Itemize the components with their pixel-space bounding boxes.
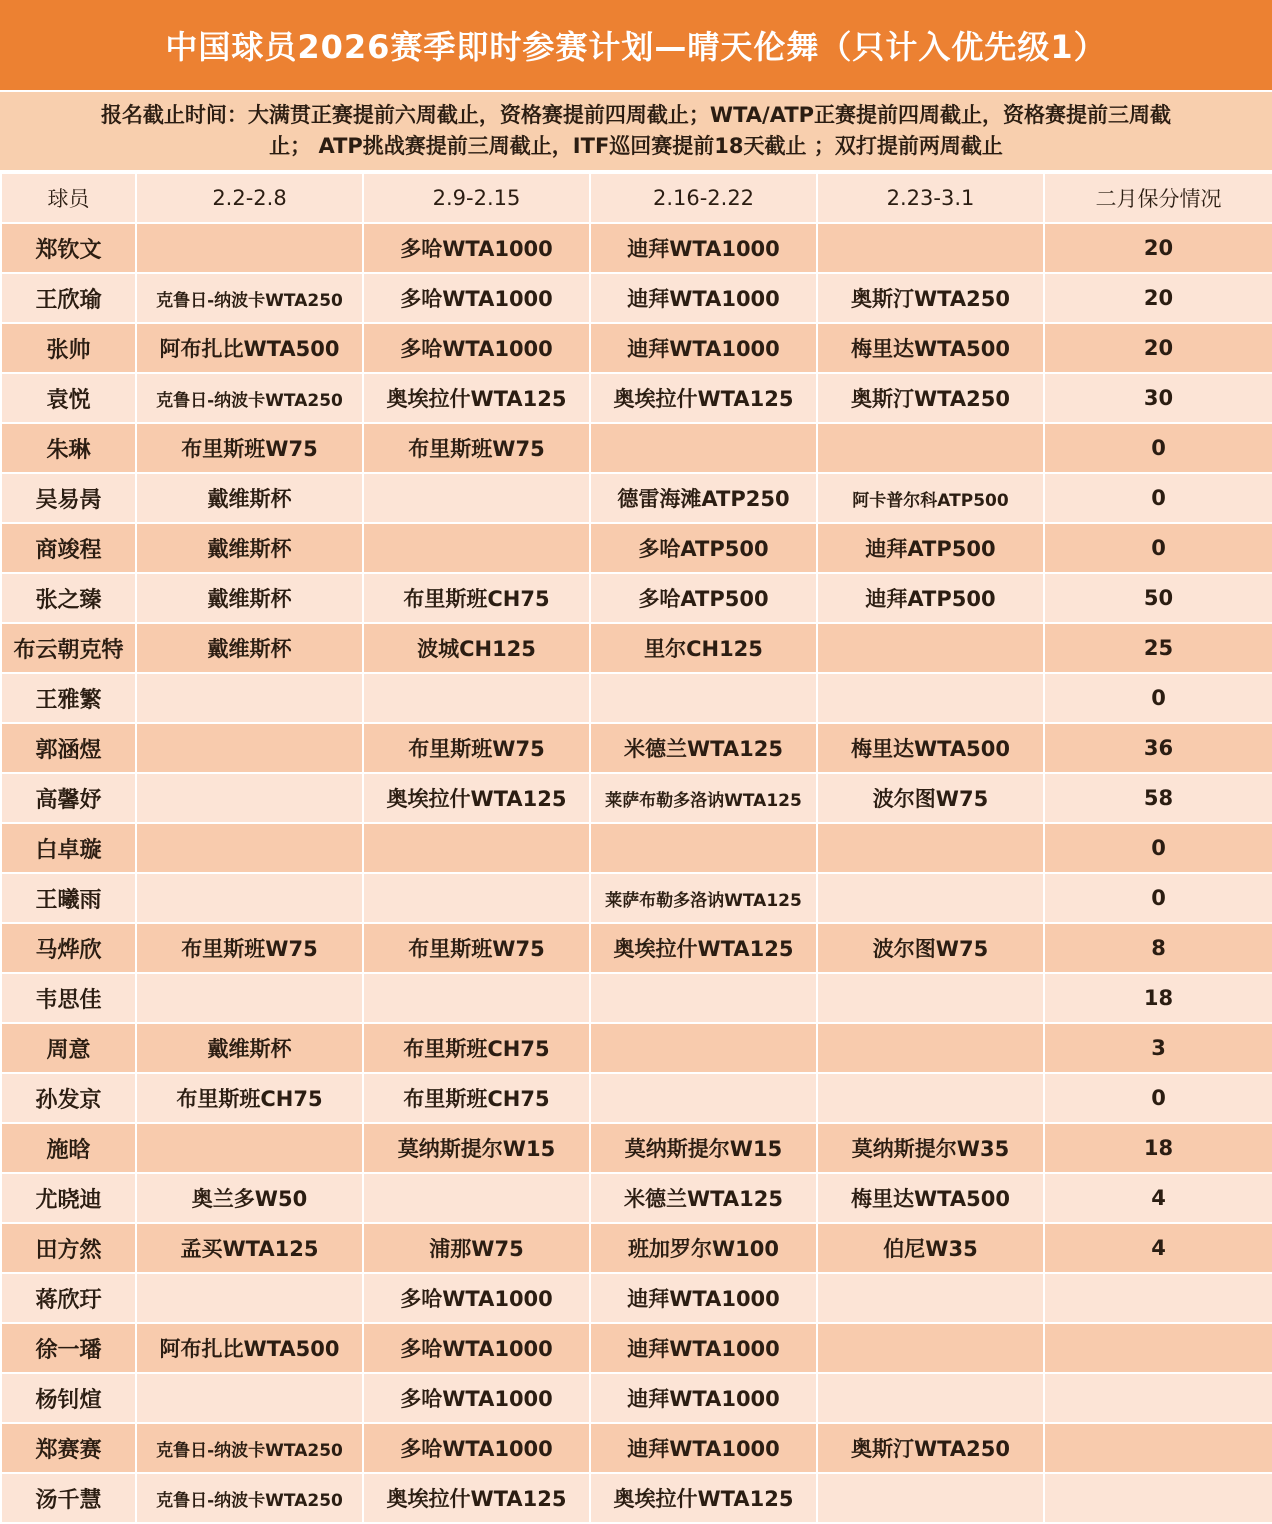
week-3-event: 米德兰WTA125 bbox=[590, 1173, 817, 1223]
table-row bbox=[1, 323, 1272, 373]
week-3-event: 迪拜WTA1000 bbox=[590, 1323, 817, 1373]
player-name: 袁悦 bbox=[1, 373, 136, 423]
table-row bbox=[1, 1323, 1272, 1373]
week-3-event: 莱萨布勒多洛讷WTA125 bbox=[590, 773, 817, 823]
week-1-event: 阿布扎比WTA500 bbox=[136, 323, 363, 373]
week-2-event bbox=[363, 873, 590, 923]
week-4-event: 梅里达WTA500 bbox=[817, 723, 1044, 773]
week-4-event: 奥斯汀WTA250 bbox=[817, 373, 1044, 423]
sheet-title: 中国球员2026赛季即时参赛计划—晴天伦舞（只计入优先级1） bbox=[0, 0, 1272, 92]
week-1-event bbox=[136, 1373, 363, 1423]
header-row bbox=[1, 173, 1272, 223]
week-1-event bbox=[136, 223, 363, 273]
week-4-event bbox=[817, 1073, 1044, 1123]
week-1-event: 奥兰多W50 bbox=[136, 1173, 363, 1223]
week-1-event: 克鲁日-纳波卡WTA250 bbox=[136, 273, 363, 323]
points-defended: 4 bbox=[1044, 1223, 1272, 1273]
week-1-event: 阿布扎比WTA500 bbox=[136, 1323, 363, 1373]
week-4-event: 迪拜ATP500 bbox=[817, 523, 1044, 573]
table-row bbox=[1, 823, 1272, 873]
week-1-event: 克鲁日-纳波卡WTA250 bbox=[136, 373, 363, 423]
week-1-event: 孟买WTA125 bbox=[136, 1223, 363, 1273]
week-3-event: 里尔CH125 bbox=[590, 623, 817, 673]
week-3-event: 莱萨布勒多洛讷WTA125 bbox=[590, 873, 817, 923]
week-2-event: 多哈WTA1000 bbox=[363, 1373, 590, 1423]
table-row bbox=[1, 423, 1272, 473]
week-1-event bbox=[136, 973, 363, 1023]
player-name: 布云朝克特 bbox=[1, 623, 136, 673]
week-2-event: 奥埃拉什WTA125 bbox=[363, 773, 590, 823]
week-2-event bbox=[363, 823, 590, 873]
table-row bbox=[1, 1073, 1272, 1123]
week-2-event: 多哈WTA1000 bbox=[363, 323, 590, 373]
week-1-event bbox=[136, 873, 363, 923]
week-4-event bbox=[817, 1323, 1044, 1373]
week-4-event bbox=[817, 1023, 1044, 1073]
week-4-event: 奥斯汀WTA250 bbox=[817, 273, 1044, 323]
player-name: 韦思佳 bbox=[1, 973, 136, 1023]
week-4-event bbox=[817, 623, 1044, 673]
table-row bbox=[1, 473, 1272, 523]
points-defended: 8 bbox=[1044, 923, 1272, 973]
table-row bbox=[1, 673, 1272, 723]
week-2-event: 布里斯班W75 bbox=[363, 923, 590, 973]
week-2-event bbox=[363, 473, 590, 523]
week-1-event: 布里斯班W75 bbox=[136, 423, 363, 473]
table-row bbox=[1, 623, 1272, 673]
header-week-2: 2.9-2.15 bbox=[363, 173, 590, 223]
week-2-event: 布里斯班CH75 bbox=[363, 1073, 590, 1123]
week-3-event bbox=[590, 423, 817, 473]
week-4-event bbox=[817, 1273, 1044, 1323]
week-4-event: 莫纳斯提尔W35 bbox=[817, 1123, 1044, 1173]
week-3-event: 迪拜WTA1000 bbox=[590, 273, 817, 323]
player-name: 商竣程 bbox=[1, 523, 136, 573]
week-4-event bbox=[817, 823, 1044, 873]
week-4-event: 伯尼W35 bbox=[817, 1223, 1044, 1273]
week-3-event: 多哈ATP500 bbox=[590, 573, 817, 623]
week-4-event bbox=[817, 1473, 1044, 1523]
week-4-event: 波尔图W75 bbox=[817, 773, 1044, 823]
week-3-event: 迪拜WTA1000 bbox=[590, 1423, 817, 1473]
week-1-event: 戴维斯杯 bbox=[136, 573, 363, 623]
table-row bbox=[1, 1223, 1272, 1273]
week-3-event: 奥埃拉什WTA125 bbox=[590, 923, 817, 973]
points-defended: 25 bbox=[1044, 623, 1272, 673]
week-2-event: 波城CH125 bbox=[363, 623, 590, 673]
player-name: 田方然 bbox=[1, 1223, 136, 1273]
points-defended: 18 bbox=[1044, 973, 1272, 1023]
points-defended bbox=[1044, 1423, 1272, 1473]
week-1-event bbox=[136, 1123, 363, 1173]
points-defended: 36 bbox=[1044, 723, 1272, 773]
player-name: 周意 bbox=[1, 1023, 136, 1073]
week-3-event bbox=[590, 973, 817, 1023]
week-2-event: 浦那W75 bbox=[363, 1223, 590, 1273]
player-name: 郑赛赛 bbox=[1, 1423, 136, 1473]
week-2-event: 多哈WTA1000 bbox=[363, 1273, 590, 1323]
points-defended: 0 bbox=[1044, 1073, 1272, 1123]
week-4-event bbox=[817, 973, 1044, 1023]
table-row bbox=[1, 573, 1272, 623]
player-name: 张之臻 bbox=[1, 573, 136, 623]
week-4-event: 奥斯汀WTA250 bbox=[817, 1423, 1044, 1473]
player-name: 汤千慧 bbox=[1, 1473, 136, 1523]
table-row bbox=[1, 1473, 1272, 1523]
table-row bbox=[1, 1123, 1272, 1173]
points-defended: 18 bbox=[1044, 1123, 1272, 1173]
week-1-event: 戴维斯杯 bbox=[136, 623, 363, 673]
player-name: 孙发京 bbox=[1, 1073, 136, 1123]
points-defended: 0 bbox=[1044, 673, 1272, 723]
header-player: 球员 bbox=[1, 173, 136, 223]
player-name: 朱琳 bbox=[1, 423, 136, 473]
week-3-event bbox=[590, 823, 817, 873]
player-name: 蒋欣玗 bbox=[1, 1273, 136, 1323]
player-name: 高馨妤 bbox=[1, 773, 136, 823]
week-3-event: 米德兰WTA125 bbox=[590, 723, 817, 773]
points-defended: 20 bbox=[1044, 323, 1272, 373]
week-3-event: 德雷海滩ATP250 bbox=[590, 473, 817, 523]
points-defended: 0 bbox=[1044, 873, 1272, 923]
player-name: 白卓璇 bbox=[1, 823, 136, 873]
week-4-event: 迪拜ATP500 bbox=[817, 573, 1044, 623]
week-3-event bbox=[590, 1023, 817, 1073]
player-name: 郭涵煜 bbox=[1, 723, 136, 773]
table-row bbox=[1, 1023, 1272, 1073]
header-week-4: 2.23-3.1 bbox=[817, 173, 1044, 223]
week-4-event bbox=[817, 223, 1044, 273]
points-defended: 20 bbox=[1044, 223, 1272, 273]
points-defended: 58 bbox=[1044, 773, 1272, 823]
player-name: 郑钦文 bbox=[1, 223, 136, 273]
points-defended: 20 bbox=[1044, 273, 1272, 323]
table-row bbox=[1, 223, 1272, 273]
week-2-event: 多哈WTA1000 bbox=[363, 223, 590, 273]
week-1-event: 戴维斯杯 bbox=[136, 1023, 363, 1073]
deadline-notice-line-2: 止； ATP挑战赛提前三周截止，ITF巡回赛提前18天截止 ；双打提前两周截止 bbox=[269, 134, 1003, 158]
week-3-event bbox=[590, 1073, 817, 1123]
week-3-event bbox=[590, 673, 817, 723]
week-2-event: 莫纳斯提尔W15 bbox=[363, 1123, 590, 1173]
week-2-event: 多哈WTA1000 bbox=[363, 1323, 590, 1373]
week-2-event bbox=[363, 973, 590, 1023]
week-4-event bbox=[817, 673, 1044, 723]
week-2-event: 多哈WTA1000 bbox=[363, 1423, 590, 1473]
week-3-event: 莫纳斯提尔W15 bbox=[590, 1123, 817, 1173]
table-row bbox=[1, 373, 1272, 423]
week-3-event: 迪拜WTA1000 bbox=[590, 323, 817, 373]
player-name: 王曦雨 bbox=[1, 873, 136, 923]
week-1-event bbox=[136, 823, 363, 873]
table-row bbox=[1, 1423, 1272, 1473]
week-4-event: 波尔图W75 bbox=[817, 923, 1044, 973]
week-3-event: 迪拜WTA1000 bbox=[590, 1273, 817, 1323]
table-row bbox=[1, 873, 1272, 923]
points-defended bbox=[1044, 1323, 1272, 1373]
header-week-1: 2.2-2.8 bbox=[136, 173, 363, 223]
schedule-table bbox=[0, 172, 1272, 1524]
points-defended: 3 bbox=[1044, 1023, 1272, 1073]
table-row bbox=[1, 273, 1272, 323]
week-1-event bbox=[136, 773, 363, 823]
week-1-event: 戴维斯杯 bbox=[136, 523, 363, 573]
player-name: 张帅 bbox=[1, 323, 136, 373]
deadline-notice bbox=[0, 92, 1272, 172]
points-defended bbox=[1044, 1473, 1272, 1523]
player-name: 杨钊煊 bbox=[1, 1373, 136, 1423]
week-2-event: 奥埃拉什WTA125 bbox=[363, 373, 590, 423]
table-body bbox=[1, 223, 1272, 1523]
points-defended bbox=[1044, 1373, 1272, 1423]
week-3-event: 迪拜WTA1000 bbox=[590, 223, 817, 273]
points-defended bbox=[1044, 1273, 1272, 1323]
week-4-event: 梅里达WTA500 bbox=[817, 323, 1044, 373]
week-4-event: 梅里达WTA500 bbox=[817, 1173, 1044, 1223]
points-defended: 4 bbox=[1044, 1173, 1272, 1223]
points-defended: 0 bbox=[1044, 423, 1272, 473]
week-2-event: 多哈WTA1000 bbox=[363, 273, 590, 323]
header-week-3: 2.16-2.22 bbox=[590, 173, 817, 223]
player-name: 吴易昺 bbox=[1, 473, 136, 523]
week-2-event: 奥埃拉什WTA125 bbox=[363, 1473, 590, 1523]
points-defended: 0 bbox=[1044, 473, 1272, 523]
week-1-event: 戴维斯杯 bbox=[136, 473, 363, 523]
table-row bbox=[1, 1173, 1272, 1223]
week-2-event: 布里斯班CH75 bbox=[363, 573, 590, 623]
points-defended: 0 bbox=[1044, 823, 1272, 873]
week-1-event: 克鲁日-纳波卡WTA250 bbox=[136, 1473, 363, 1523]
week-3-event: 多哈ATP500 bbox=[590, 523, 817, 573]
table-row bbox=[1, 723, 1272, 773]
player-name: 尤晓迪 bbox=[1, 1173, 136, 1223]
header-points: 二月保分情况 bbox=[1044, 173, 1272, 223]
week-1-event: 布里斯班W75 bbox=[136, 923, 363, 973]
week-2-event: 布里斯班CH75 bbox=[363, 1023, 590, 1073]
points-defended: 30 bbox=[1044, 373, 1272, 423]
week-3-event: 迪拜WTA1000 bbox=[590, 1373, 817, 1423]
points-defended: 0 bbox=[1044, 523, 1272, 573]
table-row bbox=[1, 923, 1272, 973]
week-1-event: 布里斯班CH75 bbox=[136, 1073, 363, 1123]
week-4-event: 阿卡普尔科ATP500 bbox=[817, 473, 1044, 523]
table-row bbox=[1, 523, 1272, 573]
player-name: 施晗 bbox=[1, 1123, 136, 1173]
week-3-event: 奥埃拉什WTA125 bbox=[590, 1473, 817, 1523]
week-1-event bbox=[136, 1273, 363, 1323]
player-name: 王欣瑜 bbox=[1, 273, 136, 323]
table-row bbox=[1, 773, 1272, 823]
week-3-event: 班加罗尔W100 bbox=[590, 1223, 817, 1273]
week-2-event: 布里斯班W75 bbox=[363, 423, 590, 473]
week-2-event bbox=[363, 673, 590, 723]
player-name: 马烨欣 bbox=[1, 923, 136, 973]
table-row bbox=[1, 1273, 1272, 1323]
week-4-event bbox=[817, 873, 1044, 923]
week-1-event bbox=[136, 723, 363, 773]
player-name: 徐一璠 bbox=[1, 1323, 136, 1373]
week-1-event bbox=[136, 673, 363, 723]
table-row bbox=[1, 973, 1272, 1023]
week-4-event bbox=[817, 423, 1044, 473]
points-defended: 50 bbox=[1044, 573, 1272, 623]
week-1-event: 克鲁日-纳波卡WTA250 bbox=[136, 1423, 363, 1473]
week-2-event bbox=[363, 523, 590, 573]
week-2-event bbox=[363, 1173, 590, 1223]
week-2-event: 布里斯班W75 bbox=[363, 723, 590, 773]
table-row bbox=[1, 1373, 1272, 1423]
deadline-notice-line-1: 报名截止时间：大满贯正赛提前六周截止，资格赛提前四周截止；WTA/ATP正赛提前四周截止，资格赛提前三周截 bbox=[100, 103, 1172, 127]
week-4-event bbox=[817, 1373, 1044, 1423]
player-name: 王雅繁 bbox=[1, 673, 136, 723]
week-3-event: 奥埃拉什WTA125 bbox=[590, 373, 817, 423]
